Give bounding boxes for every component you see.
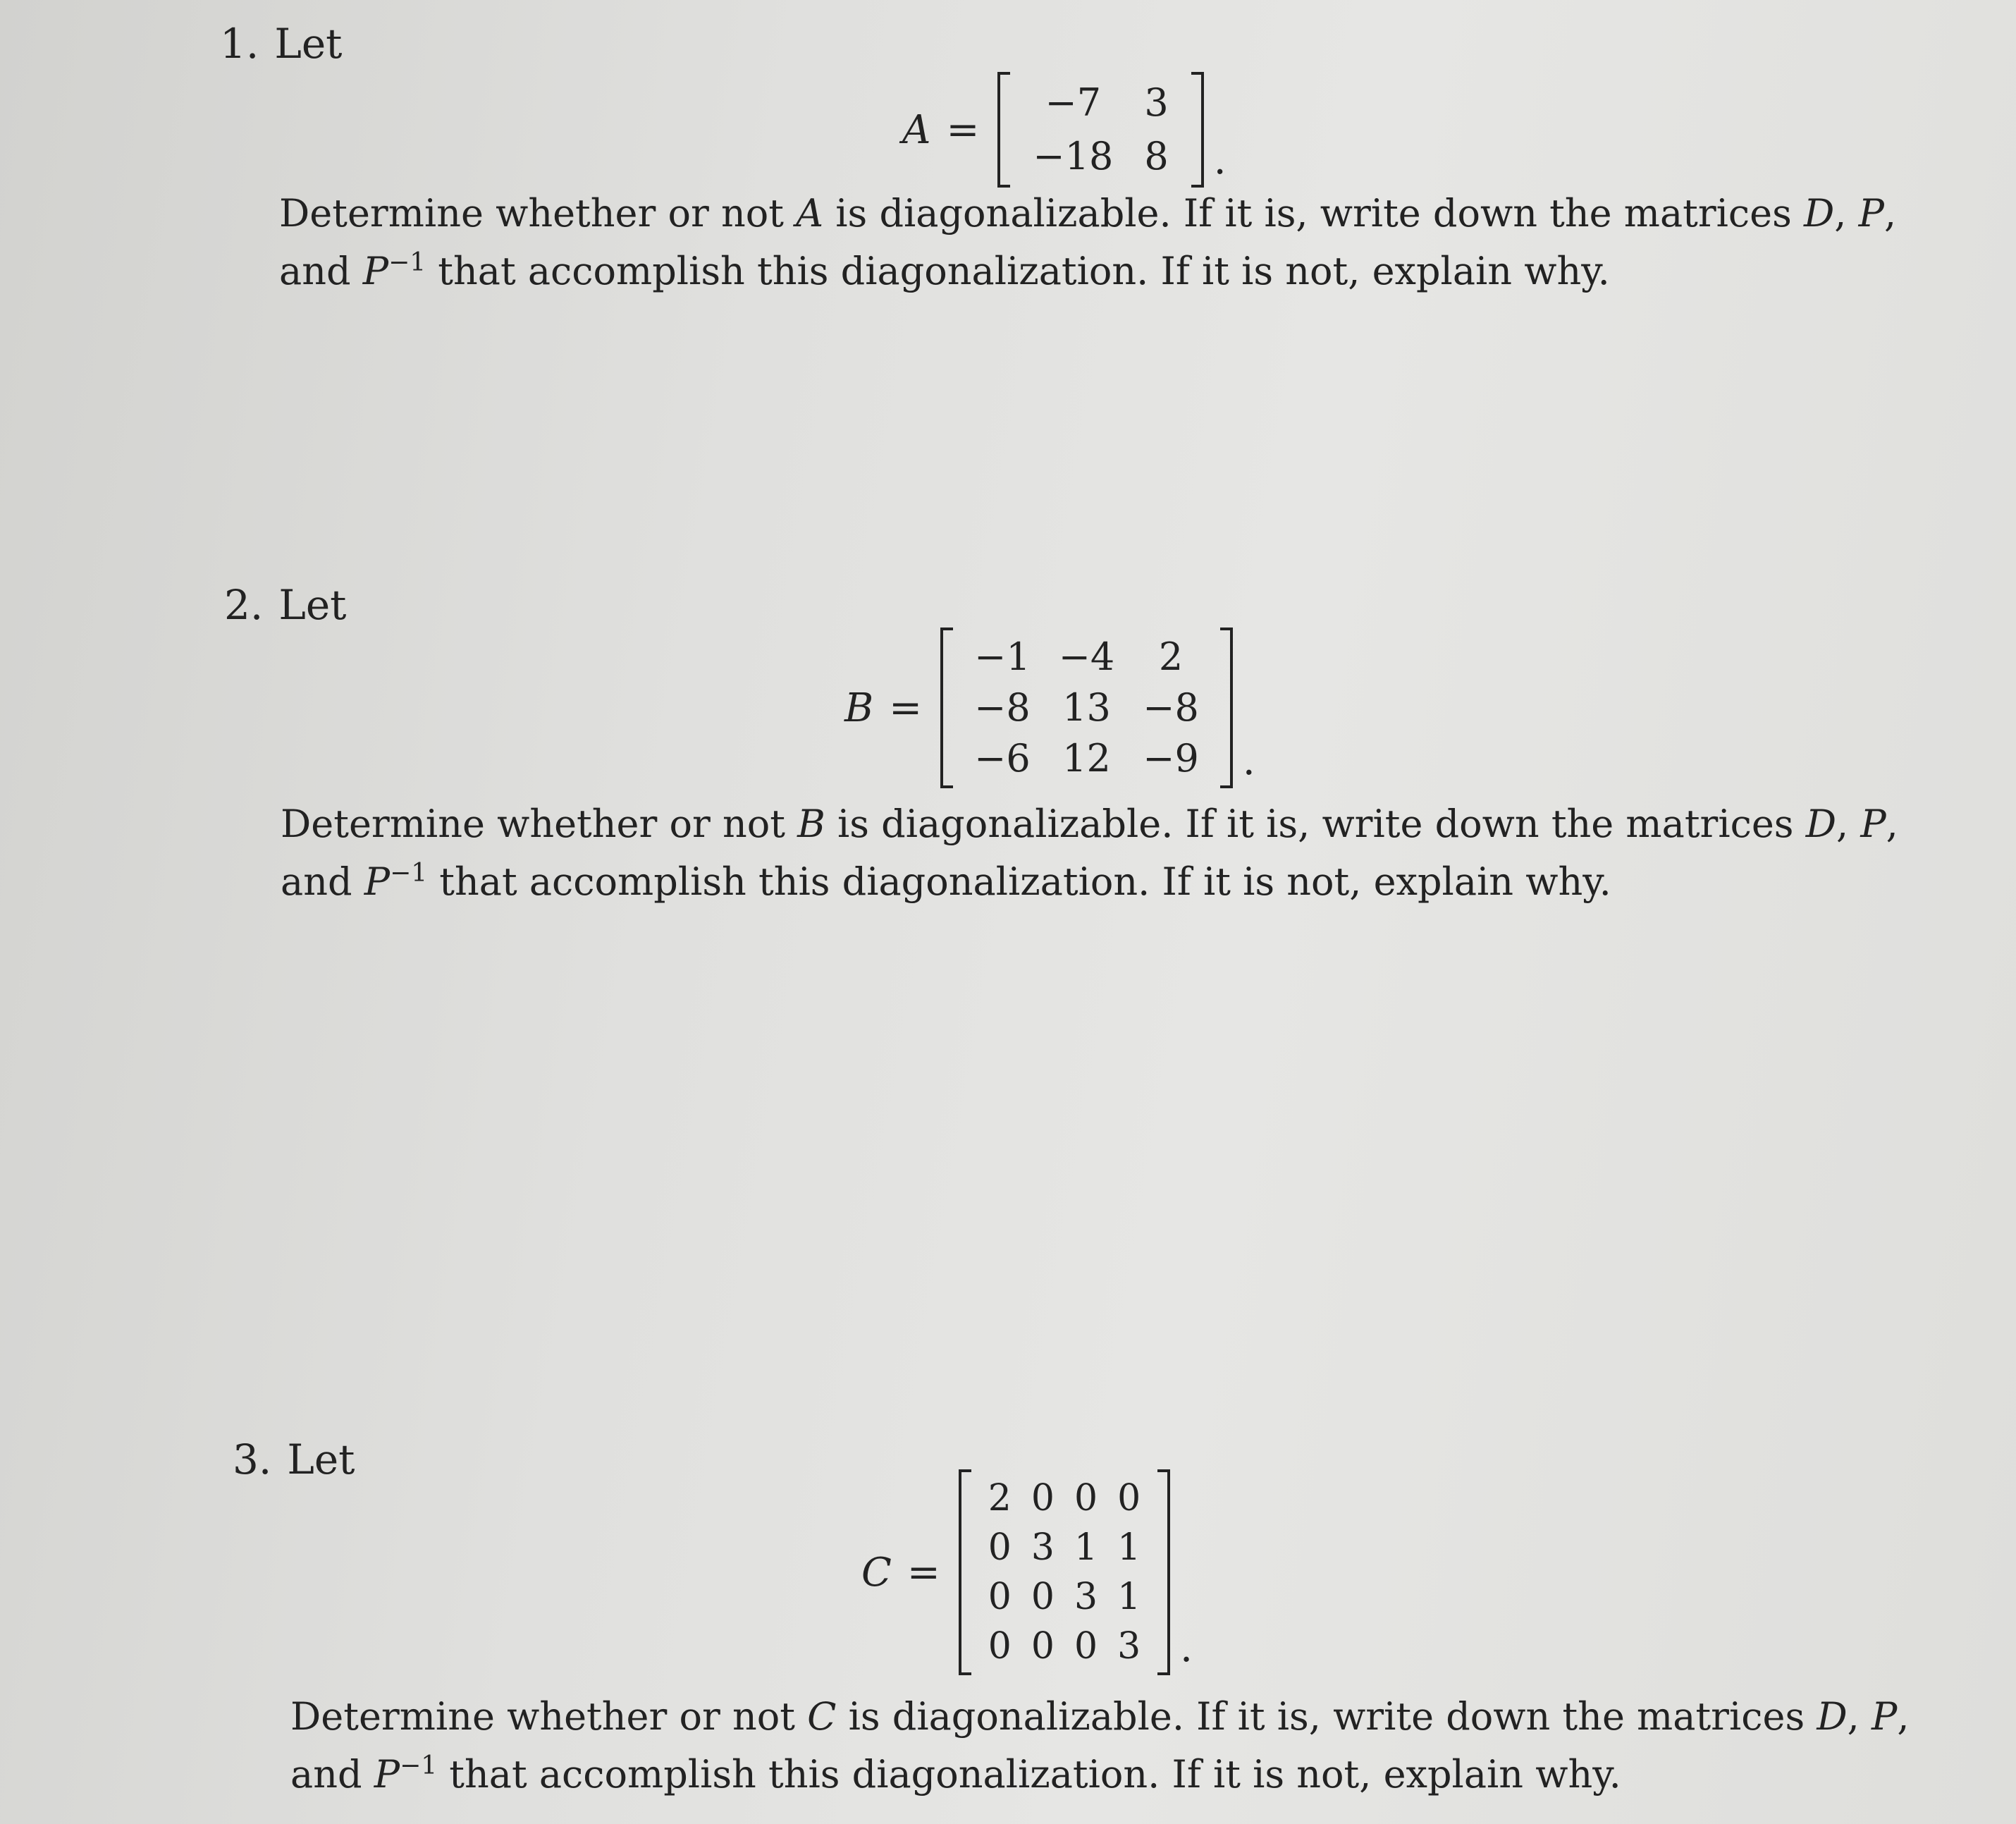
equals-sign: = (889, 685, 923, 731)
matrix-entry: −8 (1143, 685, 1199, 730)
text-segment: , (1847, 1694, 1871, 1739)
period: . (1213, 137, 1227, 183)
text-segment: is diagonalizable. If it is, write down the matrices (825, 802, 1806, 846)
matrix-entry: 0 (1074, 1477, 1098, 1519)
matrix-entry: 3 (1117, 1625, 1141, 1667)
matrix-row (960, 683, 1213, 733)
instruction-line-1 (279, 189, 1971, 238)
matrix-entry: 1 (1117, 1526, 1141, 1569)
problem-2-heading (224, 581, 347, 629)
matrix-c (959, 1474, 1170, 1671)
matrix-entry: 13 (1062, 685, 1111, 730)
text-segment: , (1834, 191, 1859, 235)
exponent: −1 (390, 859, 428, 888)
matrix-row (978, 1622, 1150, 1671)
variable: P (1871, 1694, 1898, 1739)
matrix-entry: −9 (1143, 736, 1199, 781)
matrix-entry: 0 (1117, 1477, 1141, 1519)
instruction-line-2 (279, 238, 1971, 296)
exponent: −1 (388, 248, 426, 277)
matrix-row (960, 733, 1213, 784)
matrix-entry: −7 (1045, 80, 1102, 125)
text-segment: that accomplish this diagonalization. If it is not, explain why. (426, 249, 1610, 293)
variable: P (364, 859, 391, 904)
matrix-b (940, 632, 1233, 784)
matrix-entry: 0 (1031, 1576, 1055, 1618)
variable: C (807, 1694, 837, 1739)
variable: P (374, 1752, 400, 1797)
matrix-entry: 1 (1117, 1576, 1141, 1618)
matrix-a-equation (902, 76, 1227, 183)
matrix-entry: −4 (1058, 635, 1115, 679)
text-segment: that accomplish this diagonalization. If it is not, explain why. (437, 1752, 1621, 1797)
variable: P (1858, 191, 1884, 235)
matrix-entry: 12 (1062, 736, 1111, 781)
matrix-entry: 2 (1158, 635, 1184, 679)
text-segment: , (1897, 1694, 1910, 1739)
problem-1-heading (220, 20, 343, 68)
let-label: Let (274, 20, 343, 68)
problem-number: 1. (220, 20, 259, 68)
variable: P (362, 249, 389, 293)
matrix-entry: −1 (974, 635, 1031, 679)
variable: B (797, 802, 825, 846)
matrix-entry: 3 (1144, 80, 1169, 125)
matrix-entry: 0 (988, 1625, 1012, 1667)
text-segment: Determine whether or not (279, 191, 797, 235)
variable: D (1804, 191, 1835, 235)
problem-2-instructions (281, 800, 1972, 907)
text-segment: , (1886, 802, 1898, 846)
text-segment: is diagonalizable. If it is, write down the matrices (823, 191, 1804, 235)
text-segment: and (281, 859, 364, 904)
matrix-b-equation (844, 632, 1255, 784)
matrix-a (997, 76, 1203, 183)
matrix-name: A (902, 106, 931, 153)
matrix-entry: 0 (1074, 1625, 1098, 1667)
text-segment: is diagonalizable. If it is, write down the matrices (836, 1694, 1817, 1739)
matrix-entry: 3 (1031, 1526, 1055, 1569)
problem-3-instructions (290, 1692, 1982, 1799)
text-segment: Determine whether or not (281, 802, 798, 846)
problem-1-instructions (279, 189, 1971, 296)
matrix-entry: 1 (1074, 1526, 1098, 1569)
instruction-line-2 (290, 1742, 1982, 1799)
text-segment: , (1883, 191, 1897, 235)
problem-number: 3. (233, 1436, 272, 1483)
matrix-name: B (844, 685, 874, 731)
variable: P (1860, 802, 1886, 846)
equals-sign: = (946, 106, 980, 153)
problem-number: 2. (224, 581, 264, 629)
matrix-entry: 0 (988, 1576, 1012, 1618)
variable: D (1805, 802, 1836, 846)
matrix-entry: −6 (974, 736, 1031, 781)
instruction-line-2 (281, 849, 1972, 907)
matrix-c-equation (861, 1474, 1193, 1671)
matrix-entry: 0 (1031, 1625, 1055, 1667)
text-segment: and (290, 1752, 374, 1797)
matrix-entry: 0 (988, 1526, 1012, 1569)
let-label: Let (278, 581, 347, 629)
period: . (1242, 738, 1255, 784)
text-segment: and (279, 249, 363, 293)
text-segment: that accomplish this diagonalization. If it is not, explain why. (427, 859, 1611, 904)
instruction-line-1 (290, 1692, 1982, 1742)
matrix-name: C (861, 1549, 892, 1596)
period: . (1180, 1625, 1193, 1671)
problem-3-heading (233, 1436, 355, 1483)
matrix-entry: 8 (1144, 134, 1169, 178)
matrix-row (978, 1572, 1150, 1622)
matrix-row (978, 1474, 1150, 1523)
matrix-row (1017, 76, 1184, 130)
matrix-entry: −18 (1033, 134, 1114, 178)
let-label: Let (287, 1436, 355, 1483)
matrix-row (1017, 130, 1184, 183)
matrix-entry: 3 (1074, 1576, 1098, 1618)
instruction-line-1 (281, 800, 1972, 849)
matrix-entry: 2 (988, 1477, 1012, 1519)
matrix-entry: −8 (974, 685, 1031, 730)
matrix-row (960, 632, 1213, 683)
exponent: −1 (400, 1751, 438, 1780)
text-segment: Determine whether or not (290, 1694, 808, 1739)
text-segment: , (1836, 802, 1861, 846)
variable: D (1817, 1694, 1848, 1739)
matrix-row (978, 1523, 1150, 1572)
variable: A (796, 191, 824, 235)
matrix-entry: 0 (1031, 1477, 1055, 1519)
equals-sign: = (906, 1549, 940, 1596)
